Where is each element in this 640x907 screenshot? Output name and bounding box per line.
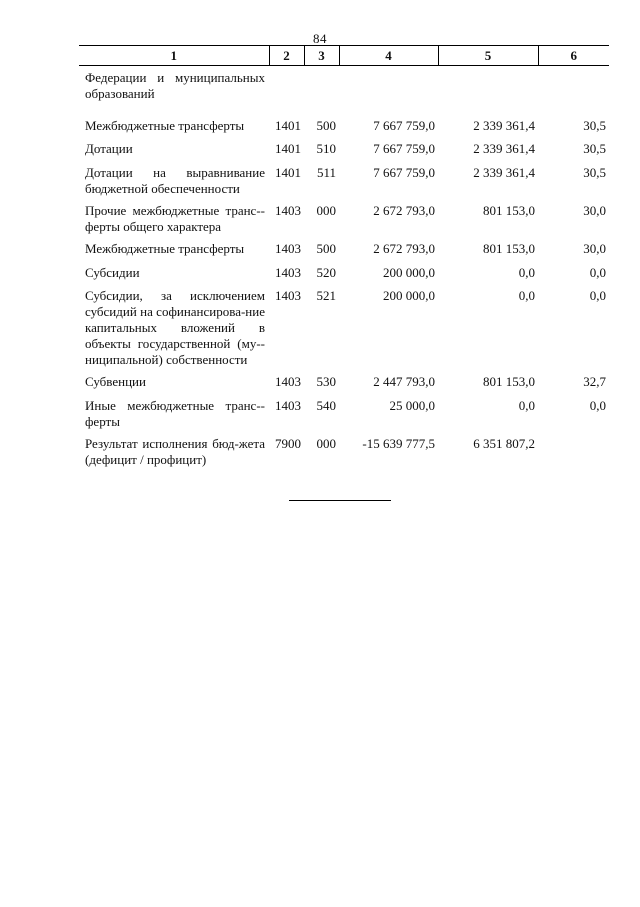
- row-col-5: 2 339 361,4: [473, 140, 535, 156]
- row-col-4: 200 000,0: [383, 264, 435, 280]
- row-col-2: 1401: [275, 164, 301, 180]
- row-col-5: 6 351 807,2: [473, 435, 535, 451]
- budget-table: [79, 45, 609, 472]
- row-col-4: 7 667 759,0: [373, 164, 435, 180]
- row-name: Федерации и муниципальных образований: [85, 70, 265, 101]
- table-row: [79, 203, 609, 241]
- row-col-3: 510: [316, 140, 336, 156]
- row-name: Прочие межбюджетные транс-ферты общего характера: [85, 202, 265, 234]
- table-row: [79, 398, 609, 436]
- table-row: [79, 118, 609, 141]
- row-col-5: 801 153,0: [483, 240, 535, 256]
- row-col-4: 200 000,0: [383, 287, 435, 303]
- header-col-3: 3: [304, 46, 339, 66]
- table-row: [79, 241, 609, 265]
- table-row: [79, 165, 609, 203]
- row-name: Результат исполнения бюд-жета (дефицит / профицит): [85, 435, 265, 467]
- row-col-6: 32,7: [583, 373, 606, 389]
- header-row: [79, 46, 609, 66]
- row-name: Субвенции: [85, 373, 146, 389]
- row-col-4: [339, 66, 438, 118]
- row-col-3: [304, 66, 339, 118]
- table-row: [79, 265, 609, 288]
- row-col-3: 521: [316, 287, 336, 303]
- row-col-2: 1401: [275, 117, 301, 133]
- row-name: Иные межбюджетные транс-ферты: [85, 397, 265, 429]
- table-row: [79, 141, 609, 165]
- row-col-2: 1403: [275, 287, 301, 303]
- row-col-5: 2 339 361,4: [473, 164, 535, 180]
- row-name: Межбюджетные трансферты: [85, 240, 245, 256]
- row-col-6: 30,0: [583, 240, 606, 256]
- table-header: [79, 46, 609, 66]
- row-name: Межбюджетные трансферты: [85, 117, 245, 133]
- header-col-4: 4: [339, 46, 438, 66]
- row-col-4: 2 672 793,0: [373, 202, 435, 218]
- row-col-3: 000: [316, 435, 336, 451]
- row-col-4: 25 000,0: [389, 397, 435, 413]
- row-col-3: 540: [316, 397, 336, 413]
- row-col-5: 0,0: [518, 287, 535, 303]
- header-col-5: 5: [438, 46, 538, 66]
- row-col-2: 1403: [275, 202, 301, 218]
- row-col-5: 801 153,0: [483, 202, 535, 218]
- row-col-3: 500: [316, 240, 336, 256]
- row-col-2: [269, 66, 304, 118]
- row-col-5: 0,0: [518, 397, 535, 413]
- header-col-1: 1: [79, 46, 269, 66]
- row-col-6: 0,0: [589, 397, 606, 413]
- row-col-5: [438, 66, 538, 118]
- row-col-5: 0,0: [518, 264, 535, 280]
- row-col-3: 530: [316, 373, 336, 389]
- row-col-2: 1403: [275, 264, 301, 280]
- row-col-6: 0,0: [589, 287, 606, 303]
- page-number: 84: [313, 31, 327, 46]
- table-body: [79, 66, 609, 472]
- row-col-3: 000: [316, 202, 336, 218]
- table-row: [79, 288, 609, 374]
- header-col-2: 2: [269, 46, 304, 66]
- row-col-2: 7900: [275, 435, 301, 451]
- row-col-3: 511: [316, 164, 336, 180]
- row-col-2: 1403: [275, 397, 301, 413]
- row-col-6: 30,0: [583, 202, 606, 218]
- row-col-6: 30,5: [583, 164, 606, 180]
- row-col-4: 7 667 759,0: [373, 117, 435, 133]
- table-row: [79, 66, 609, 118]
- row-col-2: 1403: [275, 240, 301, 256]
- row-col-5: 2 339 361,4: [473, 117, 535, 133]
- row-col-4: -15 639 777,5: [362, 435, 435, 451]
- row-name: Субсидии, за исключением субсидий на софинансирова-ние капитальных вложений в объекты государственной (му-ниципальной) собственности: [85, 287, 265, 367]
- row-col-5: 801 153,0: [483, 373, 535, 389]
- header-col-6: 6: [538, 46, 609, 66]
- row-col-3: 500: [316, 117, 336, 133]
- table-row: [79, 374, 609, 398]
- row-col-3: 520: [316, 264, 336, 280]
- row-name: Дотации: [85, 140, 133, 156]
- end-of-table-rule: [289, 500, 391, 501]
- table-row: [79, 436, 609, 472]
- row-name: Дотации на выравнивание бюджетной обеспеченности: [85, 164, 265, 196]
- row-col-4: 7 667 759,0: [373, 140, 435, 156]
- row-col-6: 30,5: [583, 117, 606, 133]
- row-col-4: 2 447 793,0: [373, 373, 435, 389]
- budget-table-container: [79, 45, 609, 472]
- row-col-6: [538, 436, 609, 472]
- row-col-6: 0,0: [589, 264, 606, 280]
- row-col-2: 1403: [275, 373, 301, 389]
- row-col-2: 1401: [275, 140, 301, 156]
- row-col-6: [538, 66, 609, 118]
- row-name: Субсидии: [85, 264, 140, 280]
- row-col-4: 2 672 793,0: [373, 240, 435, 256]
- row-col-6: 30,5: [583, 140, 606, 156]
